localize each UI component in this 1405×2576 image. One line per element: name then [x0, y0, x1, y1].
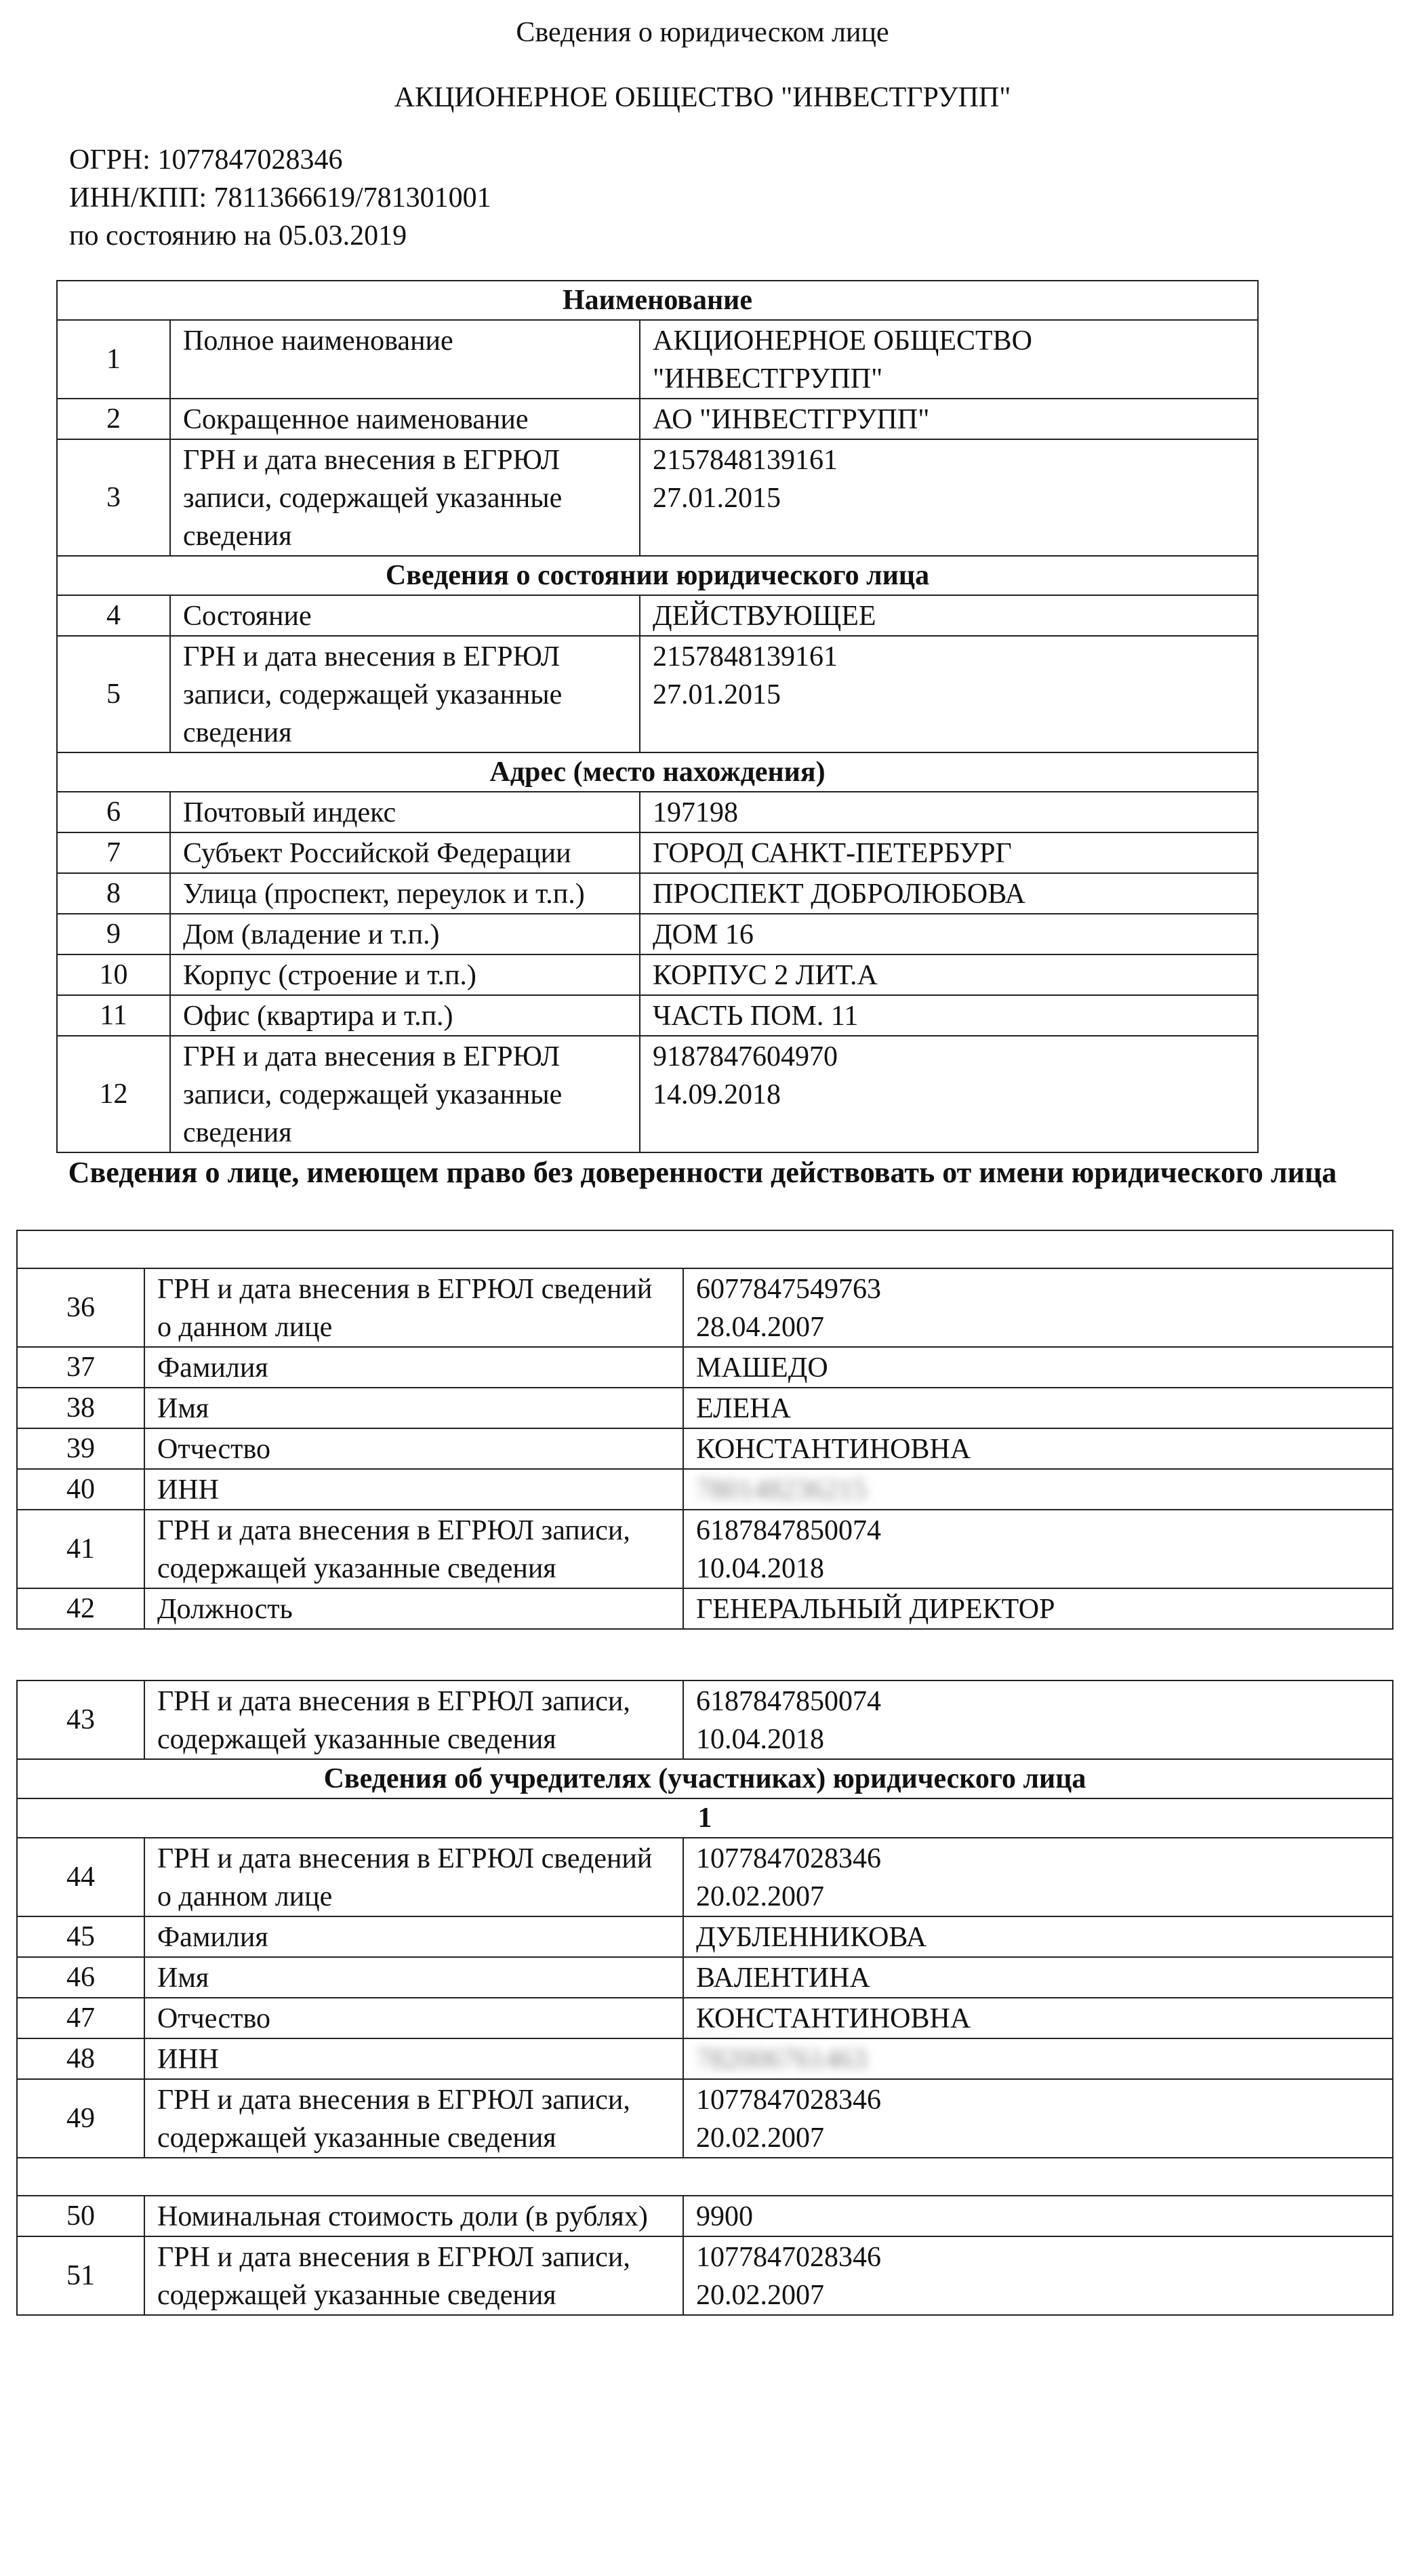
- table-row: [57, 954, 1258, 995]
- row-value: ДУБЛЕННИКОВА: [683, 1916, 1393, 1957]
- row-label: Офис (квартира и т.п.): [170, 995, 640, 1036]
- row-label: Корпус (строение и т.п.): [170, 954, 640, 995]
- grn-number: 2157848139161: [653, 641, 838, 672]
- table-row: [57, 832, 1258, 873]
- table-row: [17, 2196, 1393, 2236]
- document-title: Сведения о юридическом лице: [516, 17, 889, 48]
- inn-value: 780148236215: [696, 1474, 867, 1506]
- table-row: [17, 1916, 1393, 1957]
- row-number: 6: [57, 792, 170, 832]
- grn-date: 20.02.2007: [696, 2122, 824, 2154]
- table-row: [57, 439, 1258, 556]
- row-value: ГЕНЕРАЛЬНЫЙ ДИРЕКТОР: [683, 1588, 1393, 1629]
- row-label: Полное наименование: [170, 320, 640, 399]
- row-label: ГРН и дата внесения в ЕГРЮЛ записи, содержащей указанные сведения: [144, 2079, 683, 2158]
- grn-date: 27.01.2015: [653, 483, 781, 514]
- row-value: ВАЛЕНТИНА: [683, 1957, 1393, 1998]
- table-row: [57, 914, 1258, 954]
- row-number: 39: [17, 1428, 144, 1469]
- table-row: [57, 1036, 1258, 1152]
- row-number: 5: [57, 636, 170, 752]
- row-number: 42: [17, 1588, 144, 1629]
- row-number: 8: [57, 873, 170, 914]
- row-value: АКЦИОНЕРНОЕ ОБЩЕСТВО "ИНВЕСТГРУПП": [640, 320, 1258, 399]
- section-row: [57, 556, 1258, 595]
- table-row: [17, 1957, 1393, 1998]
- row-label: ИНН: [144, 2038, 683, 2079]
- as-of-date: по состоянию на 05.03.2019: [69, 220, 407, 251]
- grn-date: 10.04.2018: [696, 1553, 824, 1584]
- table-row: [17, 2038, 1393, 2079]
- row-value: КОРПУС 2 ЛИТ.А: [640, 954, 1258, 995]
- row-number: 43: [17, 1681, 144, 1759]
- row-value: ДЕЙСТВУЮЩЕЕ: [640, 595, 1258, 636]
- grn-number: 6187847850074: [696, 1515, 881, 1546]
- row-number: 51: [17, 2236, 144, 2315]
- row-label: Субъект Российской Федерации: [170, 832, 640, 873]
- director-table: [16, 1230, 1393, 1630]
- table-row: [57, 792, 1258, 832]
- registration-info: [69, 141, 491, 255]
- row-value: [640, 439, 1258, 556]
- row-value: ПРОСПЕКТ ДОБРОЛЮБОВА: [640, 873, 1258, 914]
- row-number: 7: [57, 832, 170, 873]
- row-label: ГРН и дата внесения в ЕГРЮЛ сведений о данном лице: [144, 1838, 683, 1916]
- row-label: Улица (проспект, переулок и т.п.): [170, 873, 640, 914]
- row-number: 40: [17, 1469, 144, 1510]
- row-number: 4: [57, 595, 170, 636]
- founders-table: [16, 1680, 1393, 2316]
- row-number: 38: [17, 1388, 144, 1428]
- row-value: [640, 1036, 1258, 1152]
- table-row: [17, 2236, 1393, 2315]
- blank-row: [17, 1230, 1393, 1268]
- table-row: [57, 636, 1258, 752]
- row-value: ЧАСТЬ ПОМ. 11: [640, 995, 1258, 1036]
- table-row: [17, 1268, 1393, 1347]
- grn-number: 2157848139161: [653, 445, 838, 476]
- table-row: [17, 1588, 1393, 1629]
- row-label: ГРН и дата внесения в ЕГРЮЛ записи, содержащей указанные сведения: [170, 636, 640, 752]
- row-number: 44: [17, 1838, 144, 1916]
- grn-date: 20.02.2007: [696, 1881, 824, 1912]
- row-number: 49: [17, 2079, 144, 2158]
- row-value: [683, 1681, 1393, 1759]
- founder-index: 1: [17, 1798, 1393, 1838]
- row-value: [683, 2236, 1393, 2315]
- row-label: ГРН и дата внесения в ЕГРЮЛ записи, содержащей указанные сведения: [144, 1510, 683, 1588]
- grn-number: 6187847850074: [696, 1686, 881, 1717]
- row-label: ГРН и дата внесения в ЕГРЮЛ записи, содержащей указанные сведения: [144, 1681, 683, 1759]
- grn-date: 10.04.2018: [696, 1724, 824, 1755]
- row-value: [683, 1510, 1393, 1588]
- row-value-redacted: [683, 1469, 1393, 1510]
- row-label: Почтовый индекс: [170, 792, 640, 832]
- row-value: ЕЛЕНА: [683, 1388, 1393, 1428]
- ogrn: ОГРН: 1077847028346: [69, 144, 343, 176]
- row-number: 50: [17, 2196, 144, 2236]
- row-number: 45: [17, 1916, 144, 1957]
- table-row: [17, 1388, 1393, 1428]
- section-row: [57, 752, 1258, 792]
- row-number: 12: [57, 1036, 170, 1152]
- table-row: [57, 595, 1258, 636]
- row-number: 48: [17, 2038, 144, 2079]
- row-value: 9900: [683, 2196, 1393, 2236]
- row-number: 1: [57, 320, 170, 399]
- row-label: Должность: [144, 1588, 683, 1629]
- grn-number: 1077847028346: [696, 2085, 881, 2116]
- row-number: 9: [57, 914, 170, 954]
- row-number: 2: [57, 399, 170, 439]
- row-value: [683, 2079, 1393, 2158]
- grn-date: 20.02.2007: [696, 2280, 824, 2311]
- row-label: Отчество: [144, 1998, 683, 2038]
- row-value: [683, 1268, 1393, 1347]
- section-heading-state: Сведения о состоянии юридического лица: [57, 556, 1258, 595]
- row-value: КОНСТАНТИНОВНА: [683, 1998, 1393, 2038]
- row-number: 36: [17, 1268, 144, 1347]
- director-section-heading: Сведения о лице, имеющем право без доверенности действовать от имени юридического лица: [68, 1156, 1337, 1189]
- row-label: Номинальная стоимость доли (в рублях): [144, 2196, 683, 2236]
- section-heading-name: Наименование: [57, 281, 1258, 320]
- row-label: ГРН и дата внесения в ЕГРЮЛ записи, содержащей указанные сведения: [170, 439, 640, 556]
- row-value: МАШЕДО: [683, 1347, 1393, 1388]
- table-row: [57, 320, 1258, 399]
- row-number: 47: [17, 1998, 144, 2038]
- section-heading-founders: Сведения об учредителях (участниках) юридического лица: [17, 1759, 1393, 1798]
- inn-value: 782006761463: [696, 2044, 867, 2075]
- row-value: [683, 1838, 1393, 1916]
- grn-date: 28.04.2007: [696, 1312, 824, 1343]
- row-value: ДОМ 16: [640, 914, 1258, 954]
- grn-number: 6077847549763: [696, 1274, 881, 1305]
- row-label: Сокращенное наименование: [170, 399, 640, 439]
- grn-date: 27.01.2015: [653, 679, 781, 710]
- row-value: [640, 636, 1258, 752]
- section-heading-address: Адрес (место нахождения): [57, 752, 1258, 792]
- table-row: [57, 873, 1258, 914]
- grn-number: 1077847028346: [696, 1843, 881, 1874]
- table-row: [17, 1469, 1393, 1510]
- row-label: ИНН: [144, 1469, 683, 1510]
- legal-entity-table: [56, 280, 1259, 1153]
- row-value-redacted: [683, 2038, 1393, 2079]
- table-row: [57, 399, 1258, 439]
- table-row: [17, 1681, 1393, 1759]
- row-value: ГОРОД САНКТ-ПЕТЕРБУРГ: [640, 832, 1258, 873]
- company-name: АКЦИОНЕРНОЕ ОБЩЕСТВО "ИНВЕСТГРУПП": [394, 82, 1011, 113]
- row-label: ГРН и дата внесения в ЕГРЮЛ записи, содержащей указанные сведения: [170, 1036, 640, 1152]
- grn-date: 14.09.2018: [653, 1079, 781, 1110]
- row-value: АО "ИНВЕСТГРУПП": [640, 399, 1258, 439]
- inn-kpp: ИНН/КПП: 7811366619/781301001: [69, 182, 491, 214]
- blank-cell: [17, 1230, 1393, 1268]
- section-row: [17, 1798, 1393, 1838]
- table-row: [17, 1510, 1393, 1588]
- section-row: [17, 1759, 1393, 1798]
- row-label: ГРН и дата внесения в ЕГРЮЛ сведений о данном лице: [144, 1268, 683, 1347]
- blank-cell: [17, 2158, 1393, 2196]
- table-row: [17, 1428, 1393, 1469]
- row-label: ГРН и дата внесения в ЕГРЮЛ записи, содержащей указанные сведения: [144, 2236, 683, 2315]
- section-row: [57, 281, 1258, 320]
- blank-row: [17, 2158, 1393, 2196]
- row-label: Отчество: [144, 1428, 683, 1469]
- row-number: 10: [57, 954, 170, 995]
- table-row: [17, 1838, 1393, 1916]
- row-number: 46: [17, 1957, 144, 1998]
- table-row: [17, 1347, 1393, 1388]
- row-number: 41: [17, 1510, 144, 1588]
- row-number: 3: [57, 439, 170, 556]
- row-label: Имя: [144, 1957, 683, 1998]
- row-label: Фамилия: [144, 1916, 683, 1957]
- table-row: [17, 2079, 1393, 2158]
- grn-number: 1077847028346: [696, 2242, 881, 2273]
- row-number: 11: [57, 995, 170, 1036]
- row-label: Фамилия: [144, 1347, 683, 1388]
- row-label: Состояние: [170, 595, 640, 636]
- table-row: [17, 1998, 1393, 2038]
- grn-number: 9187847604970: [653, 1041, 838, 1072]
- row-number: 37: [17, 1347, 144, 1388]
- table-row: [57, 995, 1258, 1036]
- row-value: КОНСТАНТИНОВНА: [683, 1428, 1393, 1469]
- row-value: 197198: [640, 792, 1258, 832]
- row-label: Дом (владение и т.п.): [170, 914, 640, 954]
- row-label: Имя: [144, 1388, 683, 1428]
